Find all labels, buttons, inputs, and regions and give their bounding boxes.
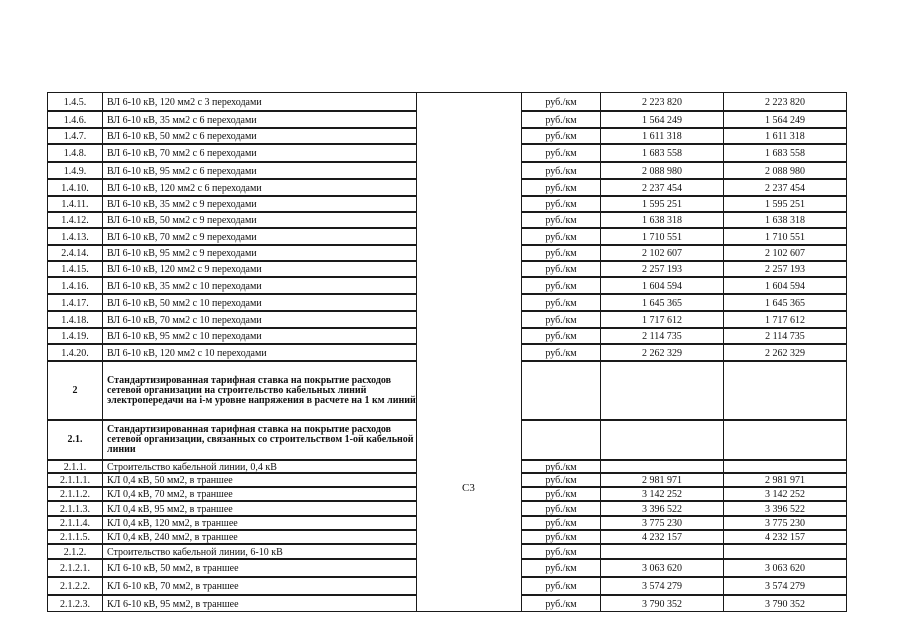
row-description-text: КЛ 0,4 кВ, 95 мм2, в траншее xyxy=(107,504,233,515)
row-description xyxy=(102,595,417,612)
row-description xyxy=(102,92,417,111)
row-value-2-text: 3 063 620 xyxy=(765,563,805,574)
row-value-2 xyxy=(723,328,847,344)
row-unit-text: руб./км xyxy=(545,97,577,108)
row-unit-text: руб./км xyxy=(545,475,577,486)
row-description xyxy=(102,420,417,460)
row-number-text: 1.4.6. xyxy=(63,115,87,126)
row-number xyxy=(47,311,103,328)
row-description-text: ВЛ 6-10 кВ, 120 мм2 с 10 переходами xyxy=(107,348,267,359)
row-value-2 xyxy=(723,559,847,577)
row-value-2 xyxy=(723,311,847,328)
row-number xyxy=(47,128,103,144)
row-number-text: 1.4.5. xyxy=(63,97,87,108)
row-unit-text: руб./км xyxy=(545,215,577,226)
row-value-2 xyxy=(723,595,847,612)
row-unit xyxy=(521,595,601,612)
row-description-text: ВЛ 6-10 кВ, 70 мм2 с 10 переходами xyxy=(107,315,262,326)
row-number xyxy=(47,179,103,196)
row-unit-text: руб./км xyxy=(545,504,577,515)
row-value-1 xyxy=(600,487,724,501)
row-number xyxy=(47,212,103,228)
row-value-2 xyxy=(723,228,847,245)
row-value-1 xyxy=(600,261,724,277)
row-value-2-text: 3 574 279 xyxy=(765,581,805,592)
row-unit-text: руб./км xyxy=(545,462,577,473)
row-value-1-text: 3 063 620 xyxy=(642,563,682,574)
row-number-text: 1.4.20. xyxy=(61,348,89,359)
row-value-1-text: 1 710 551 xyxy=(642,232,682,243)
row-number xyxy=(47,277,103,294)
row-value-1-text: 1 604 594 xyxy=(642,281,682,292)
row-number-text: 2.1.2.1. xyxy=(60,563,90,574)
row-unit-text: руб./км xyxy=(545,599,577,610)
row-value-2-text: 4 232 157 xyxy=(765,532,805,543)
row-value-2 xyxy=(723,162,847,179)
row-value-2-text: 2 223 820 xyxy=(765,97,805,108)
row-number-text: 1.4.12. xyxy=(61,215,89,226)
row-unit-text: руб./км xyxy=(545,532,577,543)
row-description xyxy=(102,212,417,228)
row-value-1-text: 3 142 252 xyxy=(642,489,682,500)
row-description-text: ВЛ 6-10 кВ, 95 мм2 с 9 переходами xyxy=(107,248,257,259)
row-description xyxy=(102,516,417,530)
row-unit-text: руб./км xyxy=(545,131,577,142)
row-value-2 xyxy=(723,487,847,501)
row-unit xyxy=(521,162,601,179)
row-unit-text: руб./км xyxy=(545,298,577,309)
row-description xyxy=(102,179,417,196)
row-value-1-text: 2 223 820 xyxy=(642,97,682,108)
row-value-1-text: 1 564 249 xyxy=(642,115,682,126)
row-description-text: ВЛ 6-10 кВ, 120 мм2 с 6 переходами xyxy=(107,183,262,194)
row-unit xyxy=(521,196,601,212)
row-value-2 xyxy=(723,277,847,294)
row-value-2 xyxy=(723,516,847,530)
row-value-2 xyxy=(723,473,847,487)
row-value-2-text: 1 611 318 xyxy=(765,131,805,142)
row-unit-text: руб./км xyxy=(545,199,577,210)
row-number xyxy=(47,460,103,473)
row-value-1-text: 1 645 365 xyxy=(642,298,682,309)
row-description xyxy=(102,487,417,501)
row-unit xyxy=(521,530,601,544)
row-value-1-text: 2 262 329 xyxy=(642,348,682,359)
row-description xyxy=(102,577,417,595)
row-value-2 xyxy=(723,577,847,595)
row-description xyxy=(102,311,417,328)
row-description xyxy=(102,344,417,361)
row-number-text: 2.1.1.3. xyxy=(60,504,90,515)
row-number-text: 2.1.1.5. xyxy=(60,532,90,543)
row-description xyxy=(102,162,417,179)
row-description xyxy=(102,544,417,559)
row-value-1 xyxy=(600,228,724,245)
row-value-2-text: 1 595 251 xyxy=(765,199,805,210)
row-description-text: КЛ 0,4 кВ, 70 мм2, в траншее xyxy=(107,489,233,500)
row-value-2 xyxy=(723,344,847,361)
row-unit xyxy=(521,228,601,245)
row-number-text: 1.4.10. xyxy=(61,183,89,194)
row-description xyxy=(102,559,417,577)
row-value-2 xyxy=(723,92,847,111)
row-description-text: КЛ 6-10 кВ, 50 мм2, в траншее xyxy=(107,563,239,574)
row-value-2 xyxy=(723,501,847,516)
row-unit xyxy=(521,501,601,516)
row-unit xyxy=(521,92,601,111)
row-description-text: ВЛ 6-10 кВ, 35 мм2 с 9 переходами xyxy=(107,199,257,210)
row-description-text: Строительство кабельной линии, 0,4 кВ xyxy=(107,462,277,473)
row-value-2 xyxy=(723,144,847,162)
row-unit-text: руб./км xyxy=(545,581,577,592)
row-unit xyxy=(521,311,601,328)
row-number-text: 2.4.14. xyxy=(61,248,89,259)
row-description-text: КЛ 6-10 кВ, 70 мм2, в траншее xyxy=(107,581,239,592)
row-value-1-text: 2 088 980 xyxy=(642,166,682,177)
row-value-2-text: 2 257 193 xyxy=(765,264,805,275)
row-value-2-text: 2 262 329 xyxy=(765,348,805,359)
row-value-1-text: 3 574 279 xyxy=(642,581,682,592)
row-number xyxy=(47,487,103,501)
row-value-2-text: 1 717 612 xyxy=(765,315,805,326)
row-number xyxy=(47,420,103,460)
row-unit xyxy=(521,420,601,460)
row-number-text: 1.4.9. xyxy=(63,166,87,177)
row-value-1-text: 3 396 522 xyxy=(642,504,682,515)
row-value-2-text: 1 604 594 xyxy=(765,281,805,292)
row-value-1 xyxy=(600,577,724,595)
row-value-2-text: 1 683 558 xyxy=(765,148,805,159)
row-description xyxy=(102,228,417,245)
row-description xyxy=(102,530,417,544)
row-description-text: ВЛ 6-10 кВ, 120 мм2 с 3 переходами xyxy=(107,97,262,108)
row-value-2-text: 1 564 249 xyxy=(765,115,805,126)
row-number xyxy=(47,473,103,487)
row-description xyxy=(102,473,417,487)
row-description-text: ВЛ 6-10 кВ, 95 мм2 с 10 переходами xyxy=(107,331,262,342)
row-unit-text: руб./км xyxy=(545,264,577,275)
row-description-text: Стандартизированная тарифная ставка на покрытие расходов сетевой организации на строительство кабельных линий электропередачи на i-м уровне напряжения в расчете на 1 км линий xyxy=(107,374,416,406)
row-number-text: 2.1.1.2. xyxy=(60,489,90,500)
row-description xyxy=(102,144,417,162)
row-value-2 xyxy=(723,544,847,559)
row-description-text: ВЛ 6-10 кВ, 95 мм2 с 6 переходами xyxy=(107,166,257,177)
row-number xyxy=(47,577,103,595)
row-number xyxy=(47,595,103,612)
row-number-text: 2.1.1.4. xyxy=(60,518,90,529)
row-value-1 xyxy=(600,559,724,577)
row-unit-text: руб./км xyxy=(545,115,577,126)
row-number-text: 1.4.11. xyxy=(61,199,89,210)
row-unit-text: руб./км xyxy=(545,281,577,292)
row-description xyxy=(102,460,417,473)
row-value-1 xyxy=(600,344,724,361)
row-description xyxy=(102,328,417,344)
row-value-1 xyxy=(600,530,724,544)
row-number xyxy=(47,228,103,245)
row-description xyxy=(102,294,417,311)
row-description-text: ВЛ 6-10 кВ, 35 мм2 с 10 переходами xyxy=(107,281,262,292)
row-unit xyxy=(521,361,601,420)
row-value-1-text: 1 638 318 xyxy=(642,215,682,226)
row-value-1 xyxy=(600,460,724,473)
row-value-2 xyxy=(723,530,847,544)
row-value-1 xyxy=(600,361,724,420)
row-unit xyxy=(521,559,601,577)
row-unit xyxy=(521,577,601,595)
row-value-1-text: 2 237 454 xyxy=(642,183,682,194)
row-unit xyxy=(521,294,601,311)
row-description-text: ВЛ 6-10 кВ, 50 мм2 с 10 переходами xyxy=(107,298,262,309)
row-number-text: 2.1.1.1. xyxy=(60,475,90,486)
row-description-text: КЛ 0,4 кВ, 240 мм2, в траншее xyxy=(107,532,238,543)
row-unit-text: руб./км xyxy=(545,563,577,574)
row-value-1 xyxy=(600,328,724,344)
row-value-1 xyxy=(600,501,724,516)
row-number-text: 2.1.1. xyxy=(63,462,87,473)
row-value-1 xyxy=(600,162,724,179)
row-number xyxy=(47,559,103,577)
row-unit-text: руб./км xyxy=(545,547,577,558)
row-description-text: ВЛ 6-10 кВ, 70 мм2 с 6 переходами xyxy=(107,148,257,159)
row-value-1 xyxy=(600,311,724,328)
row-value-2-text: 1 710 551 xyxy=(765,232,805,243)
row-value-2-text: 1 645 365 xyxy=(765,298,805,309)
row-value-2 xyxy=(723,179,847,196)
row-value-1 xyxy=(600,294,724,311)
row-unit-text: руб./км xyxy=(545,166,577,177)
row-number-text: 1.4.15. xyxy=(61,264,89,275)
row-value-2-text: 3 396 522 xyxy=(765,504,805,515)
row-number xyxy=(47,544,103,559)
row-value-2-text: 3 142 252 xyxy=(765,489,805,500)
row-number-text: 1.4.19. xyxy=(61,331,89,342)
row-description-text: ВЛ 6-10 кВ, 70 мм2 с 9 переходами xyxy=(107,232,257,243)
row-description-text: КЛ 6-10 кВ, 95 мм2, в траншее xyxy=(107,599,239,610)
row-description-text: Строительство кабельной линии, 6-10 кВ xyxy=(107,547,283,558)
row-number xyxy=(47,361,103,420)
row-description xyxy=(102,261,417,277)
row-value-2 xyxy=(723,212,847,228)
row-value-1 xyxy=(600,245,724,261)
row-number xyxy=(47,530,103,544)
row-description xyxy=(102,111,417,128)
row-unit xyxy=(521,277,601,294)
row-unit xyxy=(521,128,601,144)
row-value-2-text: 2 981 971 xyxy=(765,475,805,486)
row-unit-text: руб./км xyxy=(545,248,577,259)
row-unit xyxy=(521,473,601,487)
row-number xyxy=(47,92,103,111)
row-unit xyxy=(521,144,601,162)
row-value-1-text: 2 102 607 xyxy=(642,248,682,259)
row-number-text: 1.4.17. xyxy=(61,298,89,309)
row-value-1 xyxy=(600,420,724,460)
row-value-1-text: 1 595 251 xyxy=(642,199,682,210)
row-value-1-text: 1 683 558 xyxy=(642,148,682,159)
row-value-2-text: 3 790 352 xyxy=(765,599,805,610)
row-value-1-text: 4 232 157 xyxy=(642,532,682,543)
row-value-2 xyxy=(723,196,847,212)
row-number-text: 2.1. xyxy=(67,434,83,445)
row-description-text: ВЛ 6-10 кВ, 50 мм2 с 6 переходами xyxy=(107,131,257,142)
row-value-1-text: 1 717 612 xyxy=(642,315,682,326)
row-value-1-text: 2 981 971 xyxy=(642,475,682,486)
row-unit xyxy=(521,261,601,277)
row-description xyxy=(102,361,417,420)
row-number-text: 2.1.2.2. xyxy=(60,581,90,592)
row-description-text: ВЛ 6-10 кВ, 50 мм2 с 9 переходами xyxy=(107,215,257,226)
row-value-1 xyxy=(600,212,724,228)
row-value-1 xyxy=(600,111,724,128)
row-number xyxy=(47,196,103,212)
row-unit xyxy=(521,487,601,501)
row-number xyxy=(47,144,103,162)
row-value-2 xyxy=(723,294,847,311)
row-value-2-text: 2 237 454 xyxy=(765,183,805,194)
row-unit xyxy=(521,328,601,344)
row-number xyxy=(47,162,103,179)
row-unit-text: руб./км xyxy=(545,148,577,159)
row-value-2 xyxy=(723,128,847,144)
row-unit xyxy=(521,179,601,196)
row-value-2-text: 1 638 318 xyxy=(765,215,805,226)
row-unit xyxy=(521,516,601,530)
row-unit xyxy=(521,111,601,128)
row-value-2 xyxy=(723,361,847,420)
row-value-2 xyxy=(723,420,847,460)
row-description xyxy=(102,277,417,294)
row-value-1 xyxy=(600,92,724,111)
row-unit-text: руб./км xyxy=(545,518,577,529)
row-value-1 xyxy=(600,595,724,612)
row-value-1-text: 1 611 318 xyxy=(642,131,682,142)
row-value-2-text: 3 775 230 xyxy=(765,518,805,529)
row-number xyxy=(47,261,103,277)
row-description xyxy=(102,196,417,212)
row-value-2 xyxy=(723,460,847,473)
row-number xyxy=(47,245,103,261)
row-number-text: 1.4.7. xyxy=(63,131,87,142)
row-number-text: 1.4.13. xyxy=(61,232,89,243)
code-column-cell xyxy=(416,92,522,612)
row-number-text: 1.4.16. xyxy=(61,281,89,292)
row-unit-text: руб./км xyxy=(545,315,577,326)
row-value-1-text: 3 790 352 xyxy=(642,599,682,610)
row-description-text: ВЛ 6-10 кВ, 35 мм2 с 6 переходами xyxy=(107,115,257,126)
row-unit xyxy=(521,344,601,361)
row-description-text: Стандартизированная тарифная ставка на покрытие расходов сетевой организации, связанных со строительством 1-ой кабельной линии xyxy=(107,424,414,455)
row-value-1 xyxy=(600,179,724,196)
row-value-1 xyxy=(600,544,724,559)
row-number-text: 1.4.8. xyxy=(63,148,87,159)
row-description xyxy=(102,128,417,144)
row-unit xyxy=(521,460,601,473)
row-number-text: 2 xyxy=(72,384,78,396)
row-unit-text: руб./км xyxy=(545,489,577,500)
row-number xyxy=(47,344,103,361)
row-description-text: ВЛ 6-10 кВ, 120 мм2 с 9 переходами xyxy=(107,264,262,275)
row-description-text: КЛ 0,4 кВ, 50 мм2, в траншее xyxy=(107,475,233,486)
row-value-2 xyxy=(723,245,847,261)
row-unit-text: руб./км xyxy=(545,348,577,359)
row-number xyxy=(47,294,103,311)
row-number-text: 1.4.18. xyxy=(61,315,89,326)
row-number xyxy=(47,111,103,128)
row-value-2-text: 2 114 735 xyxy=(765,331,805,342)
row-value-2-text: 2 102 607 xyxy=(765,248,805,259)
row-number xyxy=(47,328,103,344)
row-unit-text: руб./км xyxy=(545,232,577,243)
row-unit xyxy=(521,245,601,261)
row-number xyxy=(47,501,103,516)
row-value-2-text: 2 088 980 xyxy=(765,166,805,177)
row-value-1 xyxy=(600,277,724,294)
row-value-1 xyxy=(600,473,724,487)
row-value-1 xyxy=(600,144,724,162)
code-label: С3 xyxy=(462,482,475,494)
row-value-1-text: 2 257 193 xyxy=(642,264,682,275)
row-number-text: 2.1.2. xyxy=(63,547,87,558)
row-description xyxy=(102,501,417,516)
row-description xyxy=(102,245,417,261)
row-number-text: 2.1.2.3. xyxy=(60,599,90,610)
row-unit xyxy=(521,544,601,559)
row-number xyxy=(47,516,103,530)
row-value-1-text: 2 114 735 xyxy=(642,331,682,342)
row-value-2 xyxy=(723,261,847,277)
row-value-2 xyxy=(723,111,847,128)
row-value-1 xyxy=(600,128,724,144)
row-unit-text: руб./км xyxy=(545,183,577,194)
row-unit xyxy=(521,212,601,228)
row-value-1 xyxy=(600,196,724,212)
row-value-1-text: 3 775 230 xyxy=(642,518,682,529)
row-value-1 xyxy=(600,516,724,530)
row-description-text: КЛ 0,4 кВ, 120 мм2, в траншее xyxy=(107,518,238,529)
row-unit-text: руб./км xyxy=(545,331,577,342)
